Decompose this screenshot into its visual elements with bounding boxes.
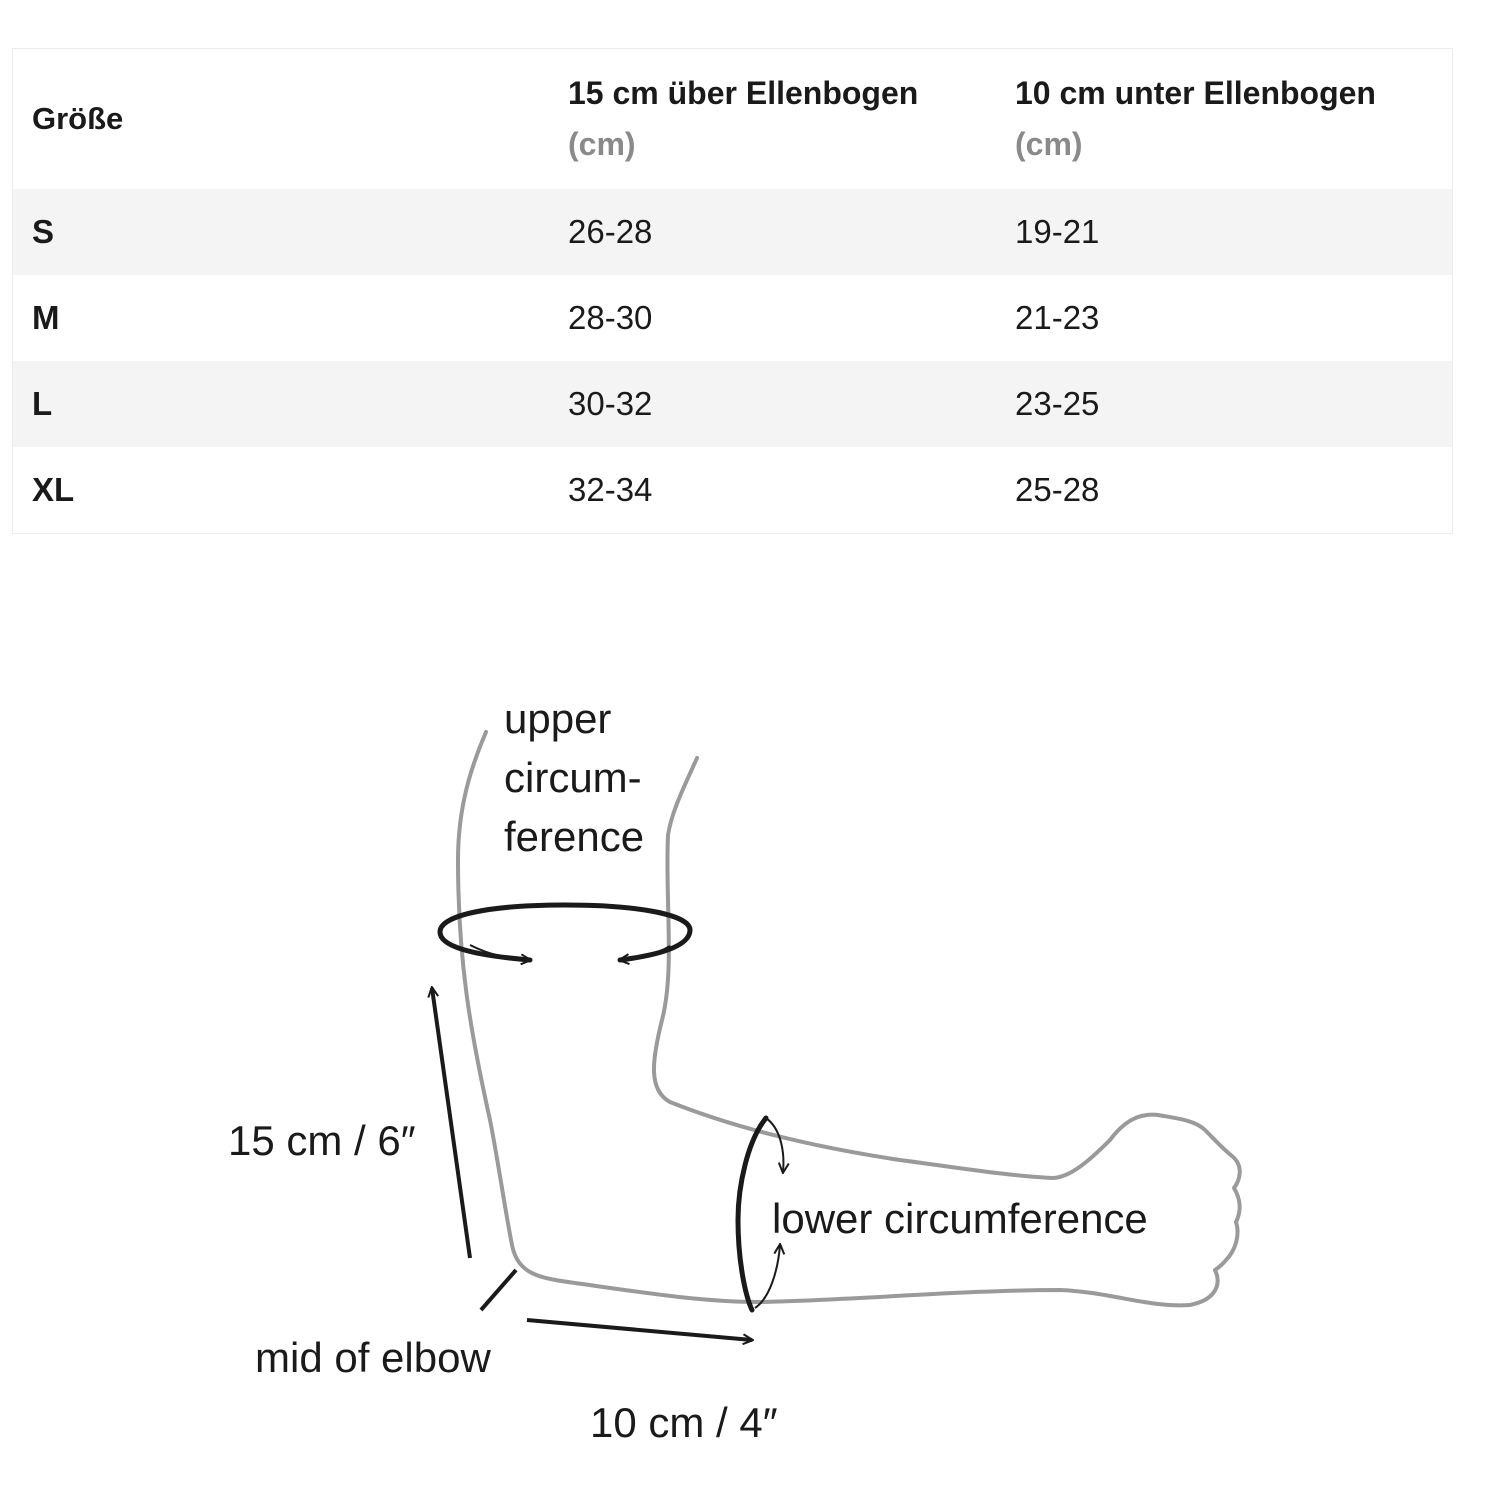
table-row (13, 189, 1452, 275)
lower-circumference-marker (738, 1118, 783, 1310)
elbow-pointer-line (481, 1270, 516, 1310)
table-header-row (13, 49, 1452, 189)
lower-cell: 21-23 (1015, 298, 1100, 336)
upper-ellipse-arrow-right (620, 946, 670, 960)
upper-cell: 30-32 (568, 384, 653, 422)
header-upper (568, 68, 1015, 170)
table-row (13, 447, 1452, 533)
arm-outline (458, 732, 1240, 1305)
header-lower (1015, 68, 1452, 170)
header-upper-unit: (cm) (568, 126, 636, 162)
header-upper-label: 15 cm über Ellenbogen (568, 74, 919, 111)
upper-ellipse-back (440, 905, 690, 960)
header-size: Größe (32, 101, 124, 137)
upper-distance-label: 15 cm / 6″ (228, 1117, 416, 1164)
upper-label-line-1: upper (504, 695, 612, 742)
size-cell: M (32, 298, 60, 336)
lower-ellipse-arrow-bottom (755, 1245, 780, 1308)
lower-distance-arrow (527, 1320, 752, 1340)
lower-cell: 23-25 (1015, 384, 1100, 422)
upper-label-line-2: circum- (504, 754, 642, 801)
elbow-label: mid of elbow (255, 1334, 491, 1381)
upper-cell: 28-30 (568, 298, 653, 336)
size-table (12, 48, 1453, 534)
arm-outline-front (654, 758, 1110, 1178)
lower-ellipse-arrow-top (766, 1118, 783, 1172)
lower-circumference-label: lower circumference (772, 1195, 1148, 1242)
table-row (13, 275, 1452, 361)
size-cell: S (32, 212, 55, 250)
upper-label-line-3: ference (504, 813, 645, 860)
lower-cell: 25-28 (1015, 470, 1100, 508)
lower-distance-label: 10 cm / 4″ (590, 1399, 778, 1446)
upper-ellipse-arrow-left (470, 945, 530, 960)
header-lower-label: 10 cm unter Ellenbogen (1015, 74, 1376, 111)
arm-outline-back (458, 732, 1218, 1305)
arm-outline-fist (1110, 1115, 1240, 1270)
size-cell: XL (32, 470, 75, 508)
size-cell: L (32, 384, 53, 422)
upper-cell: 32-34 (568, 470, 653, 508)
header-lower-unit: (cm) (1015, 126, 1083, 162)
lower-ellipse (738, 1118, 766, 1310)
lower-cell: 19-21 (1015, 212, 1100, 250)
upper-distance-arrow (432, 988, 470, 1258)
table-row (13, 361, 1452, 447)
upper-cell: 26-28 (568, 212, 653, 250)
upper-circumference-marker (440, 905, 690, 960)
